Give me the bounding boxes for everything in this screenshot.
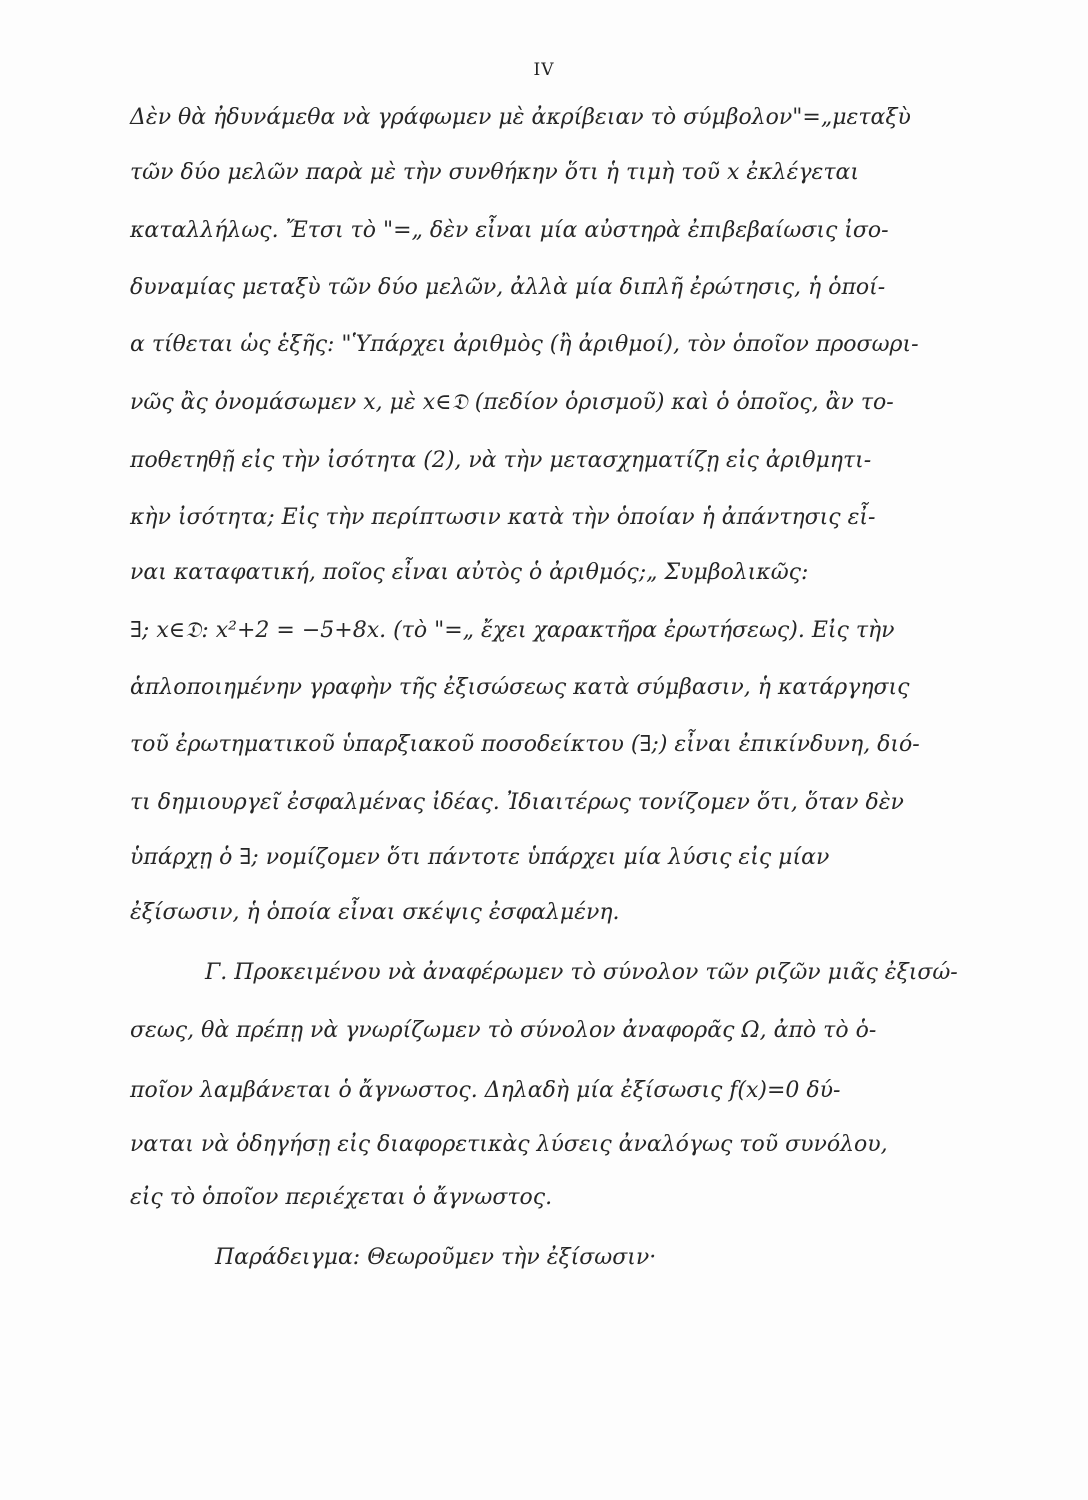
text-line: κὴν ἰσότητα; Εἰς τὴν περίπτωσιν κατὰ τὴν ὁποίαν ἡ ἀπάντησις εἶ- xyxy=(130,505,876,530)
text-line: ἐξίσωσιν, ἡ ὁποία εἶναι σκέψις ἐσφαλμένη. xyxy=(130,900,620,925)
text-line: ναται νὰ ὁδηγήσῃ εἰς διαφορετικὰς λύσεις ἀναλόγως τοῦ συνόλου, xyxy=(130,1132,888,1157)
text-line: ∃; x∈𝔇: x²+2 = −5+8x. (τὸ "=„ ἔχει χαρακτῆρα ἐρωτήσεως). Εἰς τὴν xyxy=(130,618,895,643)
page-number: IV xyxy=(533,60,555,80)
text-line: τῶν δύο μελῶν παρὰ μὲ τὴν συνθήκην ὅτι ἡ τιμὴ τοῦ x ἐκλέγεται xyxy=(130,160,860,185)
text-line: τι δημιουργεῖ ἐσφαλμένας ἰδέας. Ἰδιαιτέρως τονίζομεν ὅτι, ὅταν δὲν xyxy=(130,790,904,815)
text-line: Δὲν θὰ ἠδυνάμεθα νὰ γράφωμεν μὲ ἀκρίβειαν τὸ σύμβολον"=„μεταξὺ xyxy=(130,105,911,130)
text-line: ἁπλοποιημένην γραφὴν τῆς ἐξισώσεως κατὰ σύμβασιν, ἡ κατάργησις xyxy=(130,675,910,700)
text-line: ποῖον λαμβάνεται ὁ ἄγνωστος. Δηλαδὴ μία ἐξίσωσις f(x)=0 δύ- xyxy=(130,1078,841,1103)
text-line: α τίθεται ὡς ἑξῆς: "Ὑπάρχει ἀριθμὸς (ἢ ἀριθμοί), τὸν ὁποῖον προσωρι- xyxy=(130,332,919,357)
text-line: εἰς τὸ ὁποῖον περιέχεται ὁ ἄγνωστος. xyxy=(130,1185,553,1210)
text-line: σεως, θὰ πρέπῃ νὰ γνωρίζωμεν τὸ σύνολον ἀναφορᾶς Ω, ἀπὸ τὸ ὁ- xyxy=(130,1018,877,1043)
text-line: Παράδειγμα: Θεωροῦμεν τὴν ἐξίσωσιν· xyxy=(215,1245,657,1270)
text-line: καταλλήλως. Ἔτσι τὸ "=„ δὲν εἶναι μία αὐστηρὰ ἐπιβεβαίωσις ἰσο- xyxy=(130,218,889,243)
text-line: ναι καταφατική, ποῖος εἶναι αὐτὸς ὁ ἀριθμός;„ Συμβολικῶς: xyxy=(130,560,809,585)
text-line: ποθετηθῇ εἰς τὴν ἰσότητα (2), νὰ τὴν μετασχηματίζῃ εἰς ἀριθμητι- xyxy=(130,448,872,473)
text-line: τοῦ ἐρωτηματικοῦ ὑπαρξιακοῦ ποσοδείκτου (∃;) εἶναι ἐπικίνδυνη, διό- xyxy=(130,732,920,757)
text-line: δυναμίας μεταξὺ τῶν δύο μελῶν, ἀλλὰ μία διπλῆ ἐρώτησις, ἡ ὁποί- xyxy=(130,275,886,300)
text-line: νῶς ἂς ὀνομάσωμεν x, μὲ x∈𝔇 (πεδίον ὁρισμοῦ) καὶ ὁ ὁποῖος, ἂν το- xyxy=(130,390,894,415)
text-line: Γ. Προκειμένου νὰ ἀναφέρωμεν τὸ σύνολον τῶν ριζῶν μιᾶς ἐξισώ- xyxy=(205,960,958,985)
text-line: ὑπάρχῃ ὁ ∃; νομίζομεν ὅτι πάντοτε ὑπάρχει μία λύσις εἰς μίαν xyxy=(130,845,830,870)
